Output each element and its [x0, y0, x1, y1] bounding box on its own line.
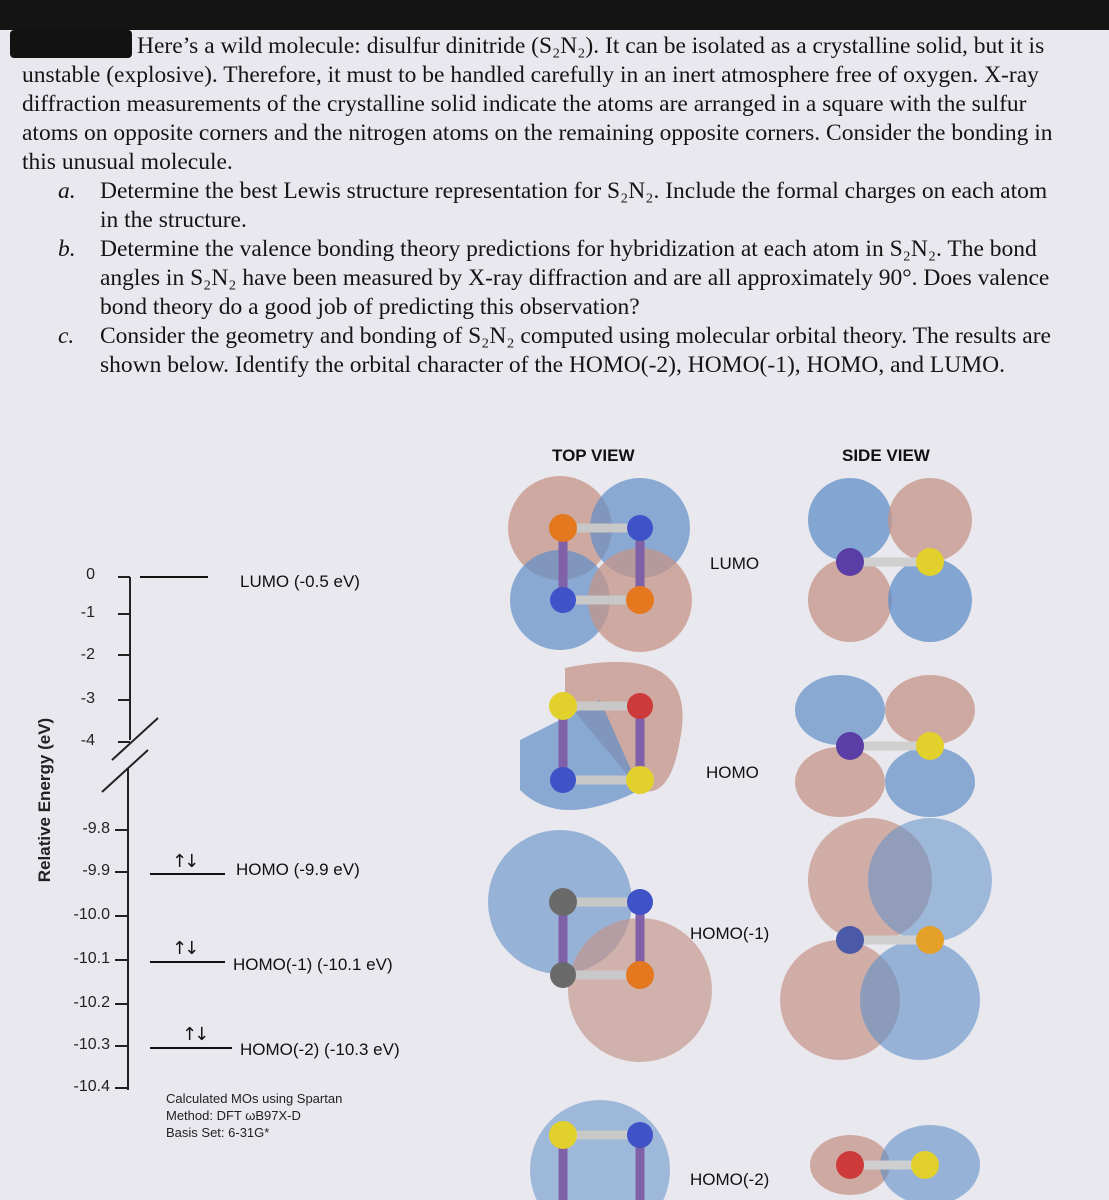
homo2-orbital-label: HOMO(-2)	[690, 1170, 770, 1189]
lumo-top-view	[508, 476, 692, 652]
tick-label: -10.2	[73, 994, 110, 1011]
homo1-top-view	[488, 830, 712, 1062]
homo2-level-label: HOMO(-2) (-10.3 eV)	[240, 1040, 400, 1059]
axis-break-2	[102, 750, 148, 792]
homo1-side-view	[780, 818, 992, 1060]
tick-label: 0	[86, 566, 95, 583]
homo1-level-label: HOMO(-1) (-10.1 eV)	[233, 955, 393, 974]
tick-label: -10.4	[73, 1078, 110, 1095]
tick-label: -9.8	[82, 820, 110, 837]
method-note-line: Calculated MOs using Spartan	[166, 1091, 343, 1106]
axis-break-1	[112, 718, 158, 760]
homo-level-label: HOMO (-9.9 eV)	[236, 860, 360, 879]
tick-label: -10.1	[73, 950, 110, 967]
method-note-line: Basis Set: 6-31G*	[166, 1125, 270, 1140]
homo-top-view	[520, 662, 683, 810]
method-note	[166, 1090, 342, 1141]
intro-text: Here’s a wild molecule: disulfur dinitride (S₂N₂). It can be isolated as a crystalline solid, but it is unstable (explosive). Therefore, it must to be handled carefully in an inert atmosphere free of oxygen. X-ray diffraction measurements of the crystalline solid indicate the atoms are arranged in a square with the sulfur atoms on opposite corners and the nitrogen atoms on the remaining opposite corners. Consider the bonding in this unusual molecule.	[22, 33, 1053, 175]
method-note-line: Method: DFT ωB97X-D	[166, 1108, 301, 1123]
lumo-level-label: LUMO (-0.5 eV)	[240, 572, 360, 591]
top-view-header: TOP VIEW	[552, 446, 635, 465]
homo2-electrons: ↑↓	[182, 1024, 207, 1045]
homo-electrons: ↑↓	[172, 851, 197, 872]
tick-label: -10.0	[73, 906, 110, 923]
tick-label: -2	[80, 646, 95, 663]
tick-label: -4	[80, 732, 95, 749]
homo-side-view	[795, 675, 975, 817]
homo1-orbital-label: HOMO(-1)	[690, 924, 770, 943]
part-c-label: c.	[58, 323, 75, 349]
tick-label: -10.3	[73, 1036, 110, 1053]
tick-label: -3	[80, 690, 95, 707]
tick-label: -1	[80, 604, 95, 621]
lumo-orbital-label: LUMO	[710, 554, 760, 573]
part-b-text: Determine the valence bonding theory predictions for hybridization at each atom in S₂N₂. The bond angles in S₂N₂ have been measured by X-ray diffraction and are all approximately 90°. Does valence bond theory do a good job of predicting this observation?	[100, 236, 1050, 320]
homo-orbital-label: HOMO	[706, 763, 759, 782]
homo2-top-view	[530, 1100, 670, 1200]
side-view-header: SIDE VIEW	[842, 446, 930, 465]
lumo-side-view	[808, 478, 972, 642]
part-c-text: Consider the geometry and bonding of S₂N₂ computed using molecular orbital theory. The results are shown below. Identify the orbital character of the HOMO(-2), HOMO(-1), HOMO, and LUMO.	[100, 323, 1051, 378]
homo2-side-view	[810, 1125, 980, 1200]
part-a-label: a.	[58, 178, 76, 204]
energy-axis-title: Relative Energy (eV)	[35, 717, 54, 883]
part-b-label: b.	[58, 236, 76, 262]
homo1-electrons: ↑↓	[172, 938, 197, 959]
tick-label: -9.9	[82, 862, 110, 879]
part-a-text: Determine the best Lewis structure representation for S₂N₂. Include the formal charges on each atom in the structure.	[100, 178, 1048, 233]
